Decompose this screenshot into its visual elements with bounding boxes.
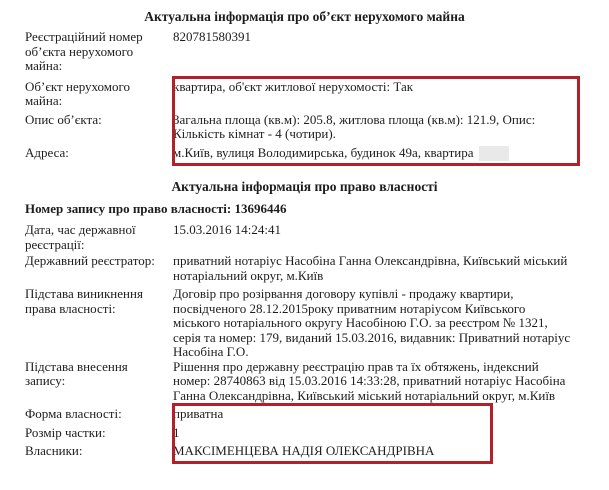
record-number-label: Номер запису про право власності: (25, 201, 232, 217)
property-object-value: квартира, об'єкт житлової нерухомості: Так (173, 78, 414, 94)
ownership-form-value: приватна (173, 406, 224, 422)
record-number-value: 13696446 (234, 201, 287, 217)
object-description-label: Опис об’єкта: (25, 111, 102, 127)
object-description-value: Загальна площа (кв.м): 205.8, житлова площа (кв.м): 121.9, Опис: Кількість кімнат - 4 (чотири). (173, 111, 536, 141)
field-row-object-description (0, 113, 609, 142)
field-row-state-registrar (0, 254, 609, 283)
state-registrar-value: приватний нотаріус Насобіна Ганна Олександрівна, Київський міський нотаріальний округ, м.Київ (173, 253, 568, 283)
field-row-property-object (0, 80, 609, 109)
share-size-value: 1 (173, 424, 180, 440)
ownership-basis-value: Договір про розірвання договору купівлі - продажу квартири, посвідченого 28.12.2015року приватним нотаріусом Київського міського нотаріального округу Насобіною Г.О. за реєстром № 1321, серія та номер: 179, виданий 15.03.2016, видавник: Приватний нотаріус Насобіна Г.О. (173, 286, 571, 360)
ownership-form-label: Форма власності: (25, 406, 122, 422)
entry-basis-value: Рішення про державну реєстрацію прав та їх обтяжень, індексний номер: 28740863 від 15.03.2016 14:33:28, приватний нотаріус Насобіна Ганна Олександрівна, Київський міський нотаріальний округ, м.Київ (173, 358, 566, 403)
field-row-ownership-form (0, 407, 609, 422)
registration-number-value: 820781580391 (173, 29, 251, 44)
registration-datetime-value: 15.03.2016 14:24:41 (173, 222, 281, 238)
property-highlight-group (0, 76, 609, 167)
property-object-label: Об’єкт нерухомого майна: (25, 78, 131, 108)
redaction-box (479, 146, 509, 161)
ownership-record-number-line (0, 201, 609, 216)
entry-basis-label: Підстава внесення запису: (25, 358, 128, 389)
field-row-registration-number (0, 30, 609, 74)
field-row-share-size (0, 426, 609, 441)
ownership-section-title: Актуальна інформація про право власності (171, 179, 438, 195)
field-row-owners (0, 444, 609, 459)
address-value: м.Київ, вулиця Володимирська, будинок 49а, квартира (173, 144, 474, 160)
property-section-title: Актуальна інформація про об’єкт нерухомого майна (144, 9, 465, 24)
registration-datetime-label: Дата, час державної реєстрації: (25, 222, 136, 252)
field-row-entry-basis (0, 360, 609, 404)
address-value-wrap (173, 146, 571, 162)
field-row-registration-datetime (0, 223, 609, 252)
registration-number-label: Реєстраційний номер об’єкта нерухомого майна: (25, 29, 143, 73)
field-row-address (0, 146, 609, 162)
owners-value: МАКСІМЕНЦЕВА НАДІЯ ОЛЕКСАНДРІВНА (173, 443, 435, 459)
owners-highlight-group (0, 403, 609, 464)
state-registrar-label: Державний реєстратор: (25, 253, 155, 269)
address-label: Адреса: (25, 144, 69, 160)
ownership-basis-label: Підстава виникнення права власності: (25, 286, 143, 316)
field-row-ownership-basis (0, 287, 609, 360)
share-size-label: Розмір частки: (25, 424, 106, 440)
owners-label: Власники: (25, 443, 83, 459)
